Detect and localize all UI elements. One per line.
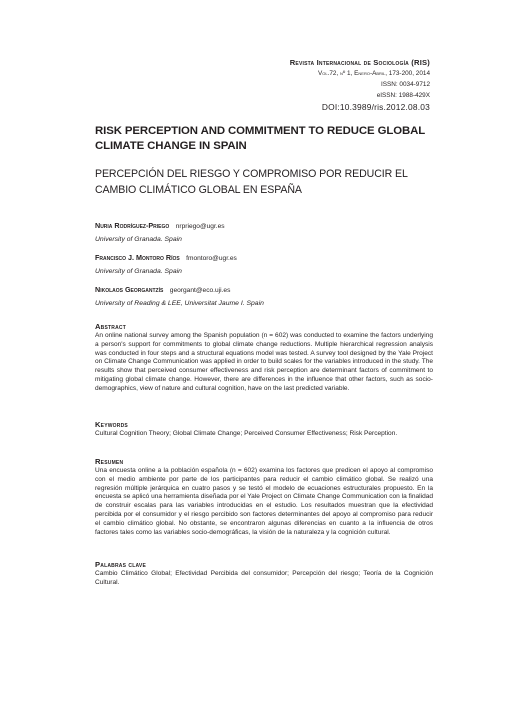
journal-acronym: (RIS) (411, 58, 430, 67)
title-english: RISK PERCEPTION AND COMMITMENT TO REDUCE GLOBAL CLIMATE CHANGE IN SPAIN (95, 125, 425, 152)
keywords-heading: Keywords (95, 420, 128, 429)
author-email: nrpriego@ugr.es (175, 223, 225, 230)
eissn: eISSN: 1988-429X (376, 92, 430, 99)
author-affiliation: University of Granada. Spain (95, 235, 182, 243)
author-list (95, 218, 433, 314)
author-name: Nikolaos Georgantzís (95, 285, 164, 294)
journal-name-line (290, 57, 430, 68)
author-email: fmontoro@ugr.es (186, 255, 237, 262)
author (95, 282, 433, 310)
palabras-clave-heading: Palabras clave (95, 560, 146, 569)
palabras-clave-text: Cambio Climático Global; Efectividad Percibida del consumidor; Percepción del riesgo; Teoría de la Cognición Cultural. (95, 570, 433, 586)
author-affiliation: University of Reading & LEE, Universitat Jaume I. Spain (95, 299, 264, 307)
palabras-clave-section (95, 560, 433, 588)
author-name: Francisco J. Montoro Ríos (95, 253, 180, 262)
resumen-heading: Resumen (95, 457, 124, 466)
author-name: Nuria Rodríguez-Priego (95, 221, 170, 230)
abstract-text: An online national survey among the Spanish population (n = 602) was conducted to examine the factors underlying a person's support for commitments to global climate change reductions. Multiple hierarchical regression analysis was conducted in four steps and a structural equations model was tested. A survey tool designed by the Yale Project on Climate Change Communication was applied in order to build scales for the variables introduced in the study. The results show that perceived consumer effectiveness and risk perception are determinant factors of commitment to mitigating global climate change. However, there are differences in the influence that other factors, such as socio-demographics, view of nature and cultural cognition, have on the last predicted variable. (95, 332, 433, 392)
keywords-section (95, 420, 433, 439)
journal-name: Revista Internacional de Sociología (289, 58, 409, 67)
issn: ISSN: 0034-9712 (380, 81, 430, 88)
author (95, 250, 433, 278)
author-affiliation: University of Granada. Spain (95, 267, 182, 275)
title-spanish: PERCEPCIÓN DEL RIESGO Y COMPROMISO POR REDUCIR EL CAMBIO CLIMÁTICO GLOBAL EN ESPAÑA (95, 168, 408, 196)
author-email: georgant@eco.uji.es (169, 287, 231, 294)
abstract-section (95, 322, 433, 394)
author (95, 218, 433, 246)
abstract-heading: Abstract (95, 322, 126, 331)
keywords-text: Cultural Cognition Theory; Global Climate Change; Perceived Consumer Effectiveness; Risk Perception. (95, 430, 398, 437)
resumen-section (95, 457, 433, 537)
volume-line: Vol.72, nº 1, Enero-Abril, 173-200, 2014 (317, 70, 430, 77)
journal-header (290, 57, 430, 113)
doi: DOI:10.3989/ris.2012.08.03 (321, 102, 430, 112)
resumen-text: Una encuesta online a la población española (n = 602) examina los factores que predicen el apoyo al compromiso con el medio ambiente por parte de los participantes para reducir el cambio climático global. Se realizó una regresión múltiple jerárquica en cuatro pasos y se testó el modelo de ecuaciones estructurales propuesto. En la encuesta se aplicó una herramienta diseñada por el Yale Project on Climate Change Communication con la finalidad de construir escalas para las variables introducidas en el estudio. Los resultados muestran que la efectividad percibida por el consumidor y el riesgo percibido son factores determinantes del apoyo al compromiso para reducir el cambio climático global. No obstante, se encontraron algunas diferencias en cuanto a la influencia de otros factores tales como las variables socio-demográficas, la visión de la naturaleza y la cognición cultural. (95, 467, 433, 536)
